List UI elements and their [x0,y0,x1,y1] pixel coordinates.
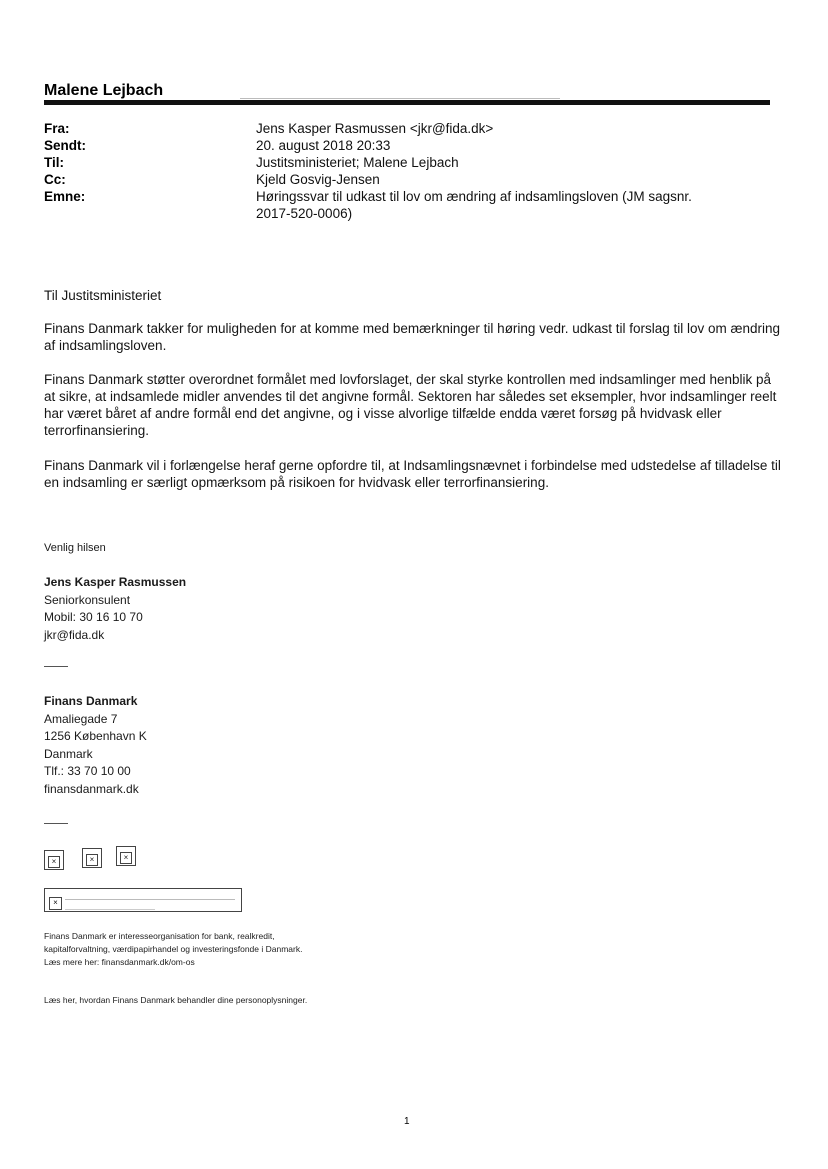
cc-value[interactable]: Kjeld Gosvig-Jensen [256,172,380,187]
broken-image-icon[interactable]: × [44,850,64,870]
header-fine-rule [240,98,560,99]
broken-image-icon: × [49,897,62,910]
broken-banner-image[interactable] [44,888,242,912]
signature-email-link[interactable]: jkr@fida.dk [44,627,105,642]
from-label: Fra: [44,121,70,136]
to-value[interactable]: Justitsministeriet; Malene Lejbach [256,155,459,170]
page-number: 1 [404,1116,410,1127]
privacy-notice-link[interactable]: Læs her, hvordan Finans Danmark behandler dine personoplysninger. [44,995,308,1005]
header-row-from [44,120,744,137]
closing-regards: Venlig hilsen [44,542,106,554]
body-paragraph: Finans Danmark vil i forlængelse heraf gerne opfordre til, at Indsamlingsnævnet i forbindelse med udstedelse af tilladelse til en indsamling er særligt opmærksom på risikoen for hvidvask eller terrorfinansiering. [44,458,781,490]
from-value[interactable]: Jens Kasper Rasmussen <jkr@fida.dk> [256,121,494,136]
organisation-footer [44,930,302,969]
header-row-to [44,154,744,171]
banner-faint-line [65,909,155,910]
sent-label: Sendt: [44,138,86,153]
company-website-link[interactable]: finansdanmark.dk [44,781,139,796]
company-name: Finans Danmark [44,694,138,708]
subject-value: Høringssvar til udkast til lov om ændring af indsamlingsloven (JM sagsnr. 2017-520-0006) [256,189,692,221]
body-paragraph: Finans Danmark støtter overordnet formålet med lovforslaget, der skal styrke kontrollen med indsamlinger med henblik på at sikre, at indsamlede midler anvendes til det angivne formål. Sektoren har således set eksempler, hvor indsamlinger reelt har været båret af andre formål end det angivne, og i visse alvorlige tilfælde endda været forsøg på hvidvask eller terrorfinansiering. [44,372,777,438]
signature-title: Seniorkonsulent [44,592,131,607]
company-country: Danmark [44,746,93,761]
broken-image-icon[interactable]: × [116,846,136,866]
footer-line: Finans Danmark er interesseorganisation for bank, realkredit, [44,931,275,941]
signature-person [44,574,186,644]
banner-faint-line [65,899,235,900]
greeting: Til Justitsministeriet [44,288,162,303]
signature-name: Jens Kasper Rasmussen [44,575,187,589]
header-rule [44,100,770,105]
body-paragraph: Finans Danmark takker for muligheden for at komme med bemærkninger til høring vedr. udkast til forslag til lov om ændring af indsamlingsloven. [44,321,781,353]
email-header-fields [44,120,744,222]
cc-label: Cc: [44,172,66,187]
header-row-subject [44,188,744,222]
header-row-cc [44,171,744,188]
signature-mobile: Mobil: 30 16 10 70 [44,610,143,624]
company-street: Amaliegade 7 [44,711,118,726]
company-city: 1256 København K [44,729,147,743]
company-phone: Tlf.: 33 70 10 00 [44,764,131,778]
footer-about-link[interactable]: Læs mere her: finansdanmark.dk/om-os [44,957,195,967]
broken-image-icon[interactable]: × [82,848,102,868]
signature-divider [44,666,68,667]
to-label: Til: [44,155,64,170]
mailbox-owner-name: Malene Lejbach [44,82,164,99]
signature-company [44,693,147,798]
subject-label: Emne: [44,189,86,204]
header-row-sent [44,137,744,154]
signature-divider [44,823,68,824]
footer-line: kapitalforvaltning, værdipapirhandel og investeringsfonde i Danmark. [44,944,303,954]
sent-value: 20. august 2018 20:33 [256,138,391,153]
